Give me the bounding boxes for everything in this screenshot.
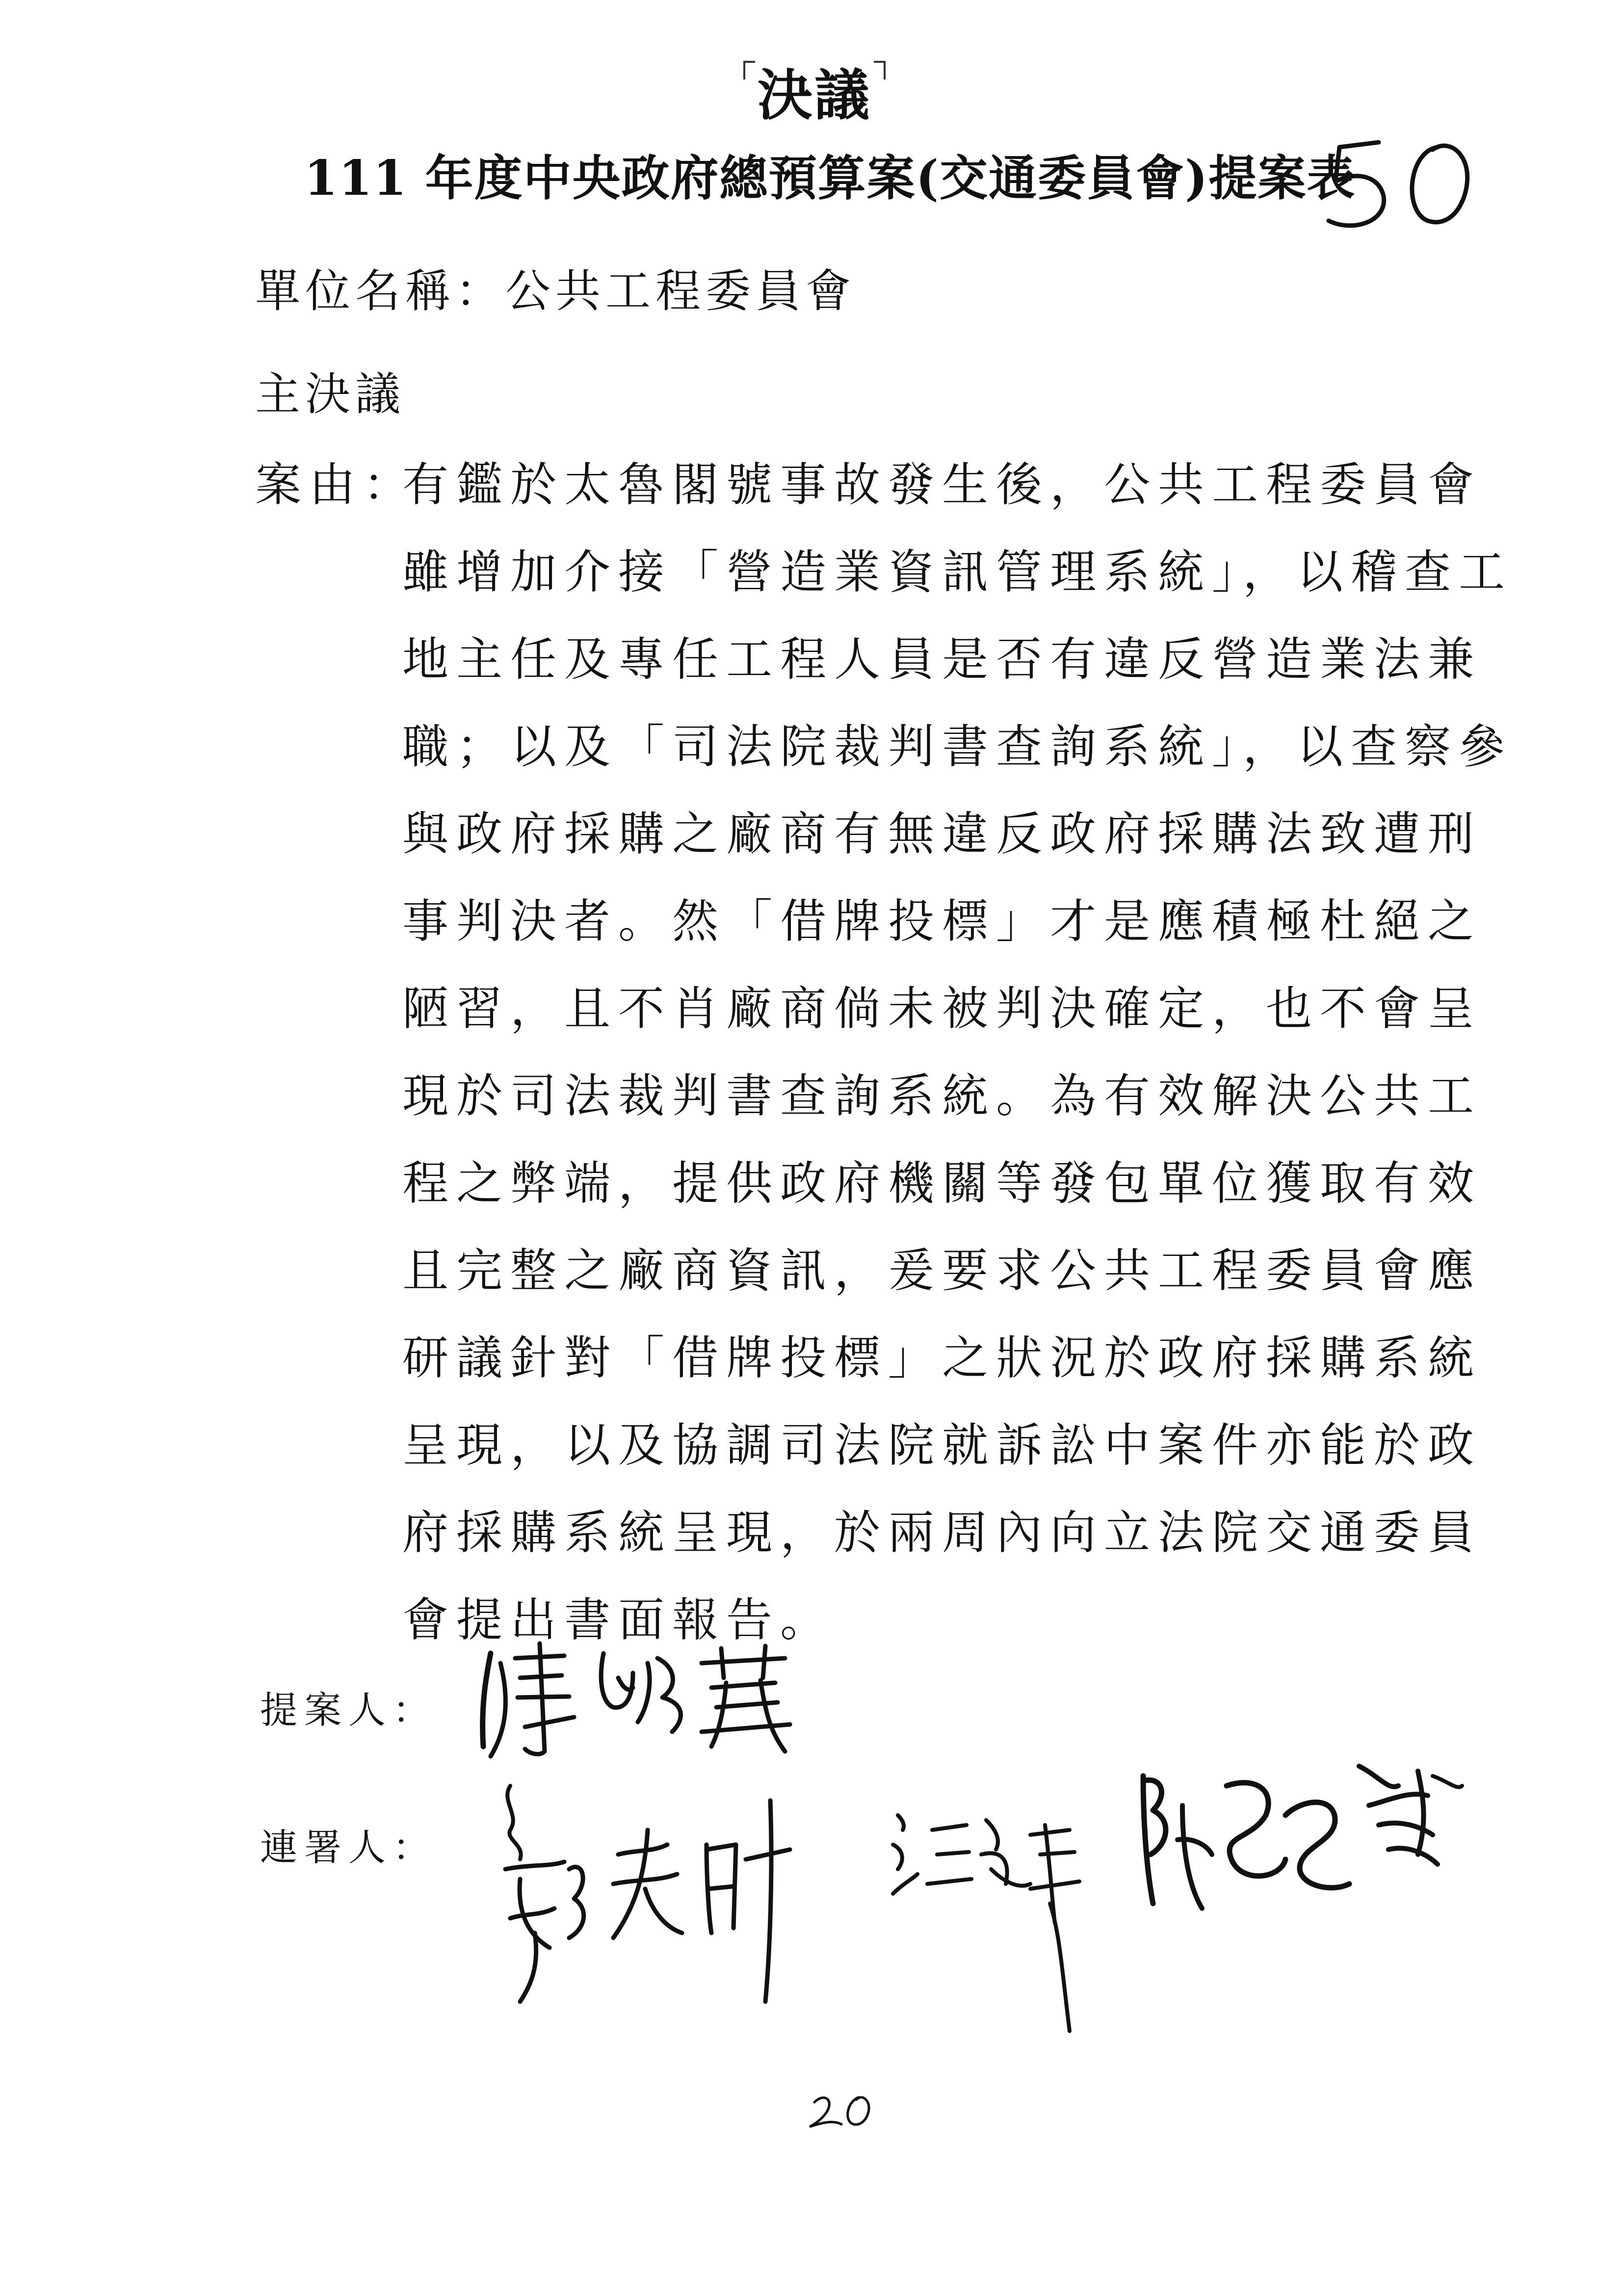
reason-row (255, 1140, 1482, 1227)
reason-line: 且完整之廠商資訊，爰要求公共工程委員會應 (402, 1244, 1482, 1298)
cosigner-signature-2 (883, 1786, 1119, 2043)
category-line: 主決議 (255, 368, 406, 420)
reason-line: 會提出書面報告。 (402, 1593, 835, 1647)
reason-row (255, 965, 1482, 1053)
stamp-bracket-right (874, 61, 886, 79)
reason-line: 呈現，以及協調司法院就訴訟中案件亦能於政 (402, 1419, 1482, 1472)
proposer-label: 提案人： (260, 1688, 437, 1732)
stamp-text: 決議 (758, 63, 871, 128)
reason-block (255, 442, 1513, 1664)
cosigner-signature-1 (491, 1771, 814, 2018)
resolution-stamp (743, 54, 886, 128)
reason-line: 與政府採購之廠商有無違反政府採購法致遭刑 (402, 808, 1482, 861)
document-title: 111 年度中央政府總預算案(交通委員會)提案表 (304, 150, 1356, 207)
reason-line: 府採購系統呈現，於兩周內向立法院交通委員 (402, 1506, 1482, 1560)
reason-row (255, 1402, 1482, 1489)
reason-row (255, 1315, 1482, 1402)
reason-line: 地主任及專任工程人員是否有違反營造業法兼 (402, 633, 1482, 686)
reason-line: 事判決者。然「借牌投標」才是應積極杜絕之 (402, 895, 1482, 948)
reason-line: 有鑑於太魯閣號事故發生後，公共工程委員會 (402, 458, 1482, 512)
cosigner-signature-3 (1124, 1747, 1467, 1959)
reason-row (255, 616, 1482, 704)
reason-row (255, 704, 1513, 791)
reason-row (255, 1053, 1482, 1140)
proposer-signature (471, 1634, 805, 1763)
stamp-bracket-left (743, 61, 755, 79)
reason-row (255, 1227, 1482, 1315)
reason-row (255, 529, 1513, 616)
handwritten-page-mark (805, 2085, 878, 2134)
reason-line: 現於司法裁判書查詢系統。為有效解決公共工 (402, 1070, 1482, 1123)
reason-line: 程之弊端，提供政府機關等發包單位獲取有效 (402, 1157, 1482, 1210)
cosigner-label: 連署人： (260, 1826, 437, 1869)
reason-row (255, 1577, 1433, 1664)
reason-label: 案由： (255, 458, 418, 512)
reason-row (255, 791, 1482, 878)
reason-row (255, 878, 1482, 965)
reason-line: 研議針對「借牌投標」之狀況於政府採購系統 (402, 1331, 1482, 1385)
reason-line: 職；以及「司法院裁判書查詢系統」，以查察參 (402, 720, 1513, 774)
reason-row (255, 1489, 1482, 1577)
unit-name-line: 單位名稱：公共工程委員會 (255, 265, 856, 317)
reason-line: 陋習，且不肖廠商倘未被判決確定，也不會呈 (402, 982, 1482, 1036)
reason-line: 雖增加介接「營造業資訊管理系統」，以稽查工 (402, 546, 1513, 599)
reason-row (255, 442, 1482, 529)
handwritten-sheet-number (1325, 128, 1482, 235)
